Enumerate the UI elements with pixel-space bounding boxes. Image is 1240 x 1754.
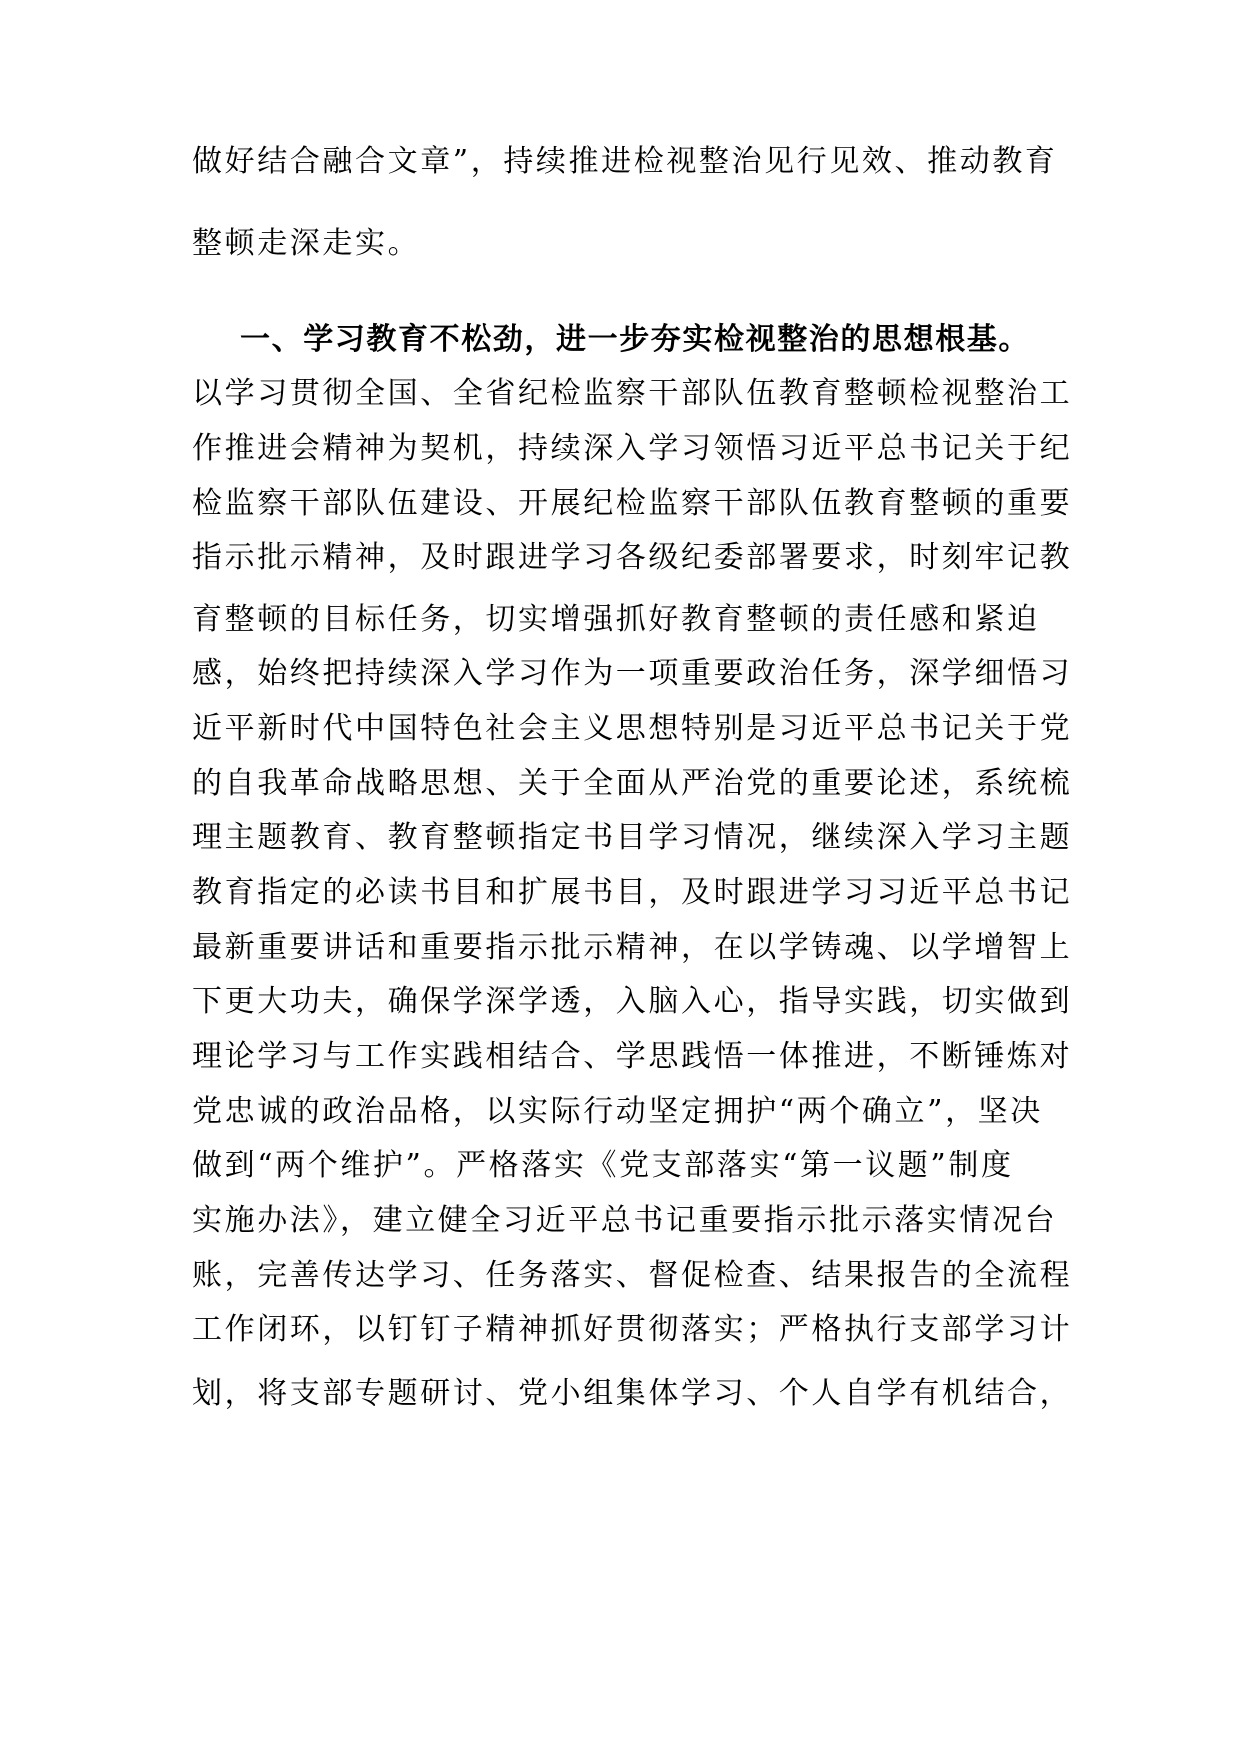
body-line-16: 实施办法》，建立健全习近平总书记重要指示批示落实情况台 xyxy=(192,1203,1058,1238)
body-line-3: 检监察干部队伍建设、开展纪检监察干部队伍教育整顿的重要 xyxy=(192,486,1073,521)
body-line-5: 育整顿的目标任务，切实增强抓好教育整顿的责任感和紧迫 xyxy=(192,602,1040,637)
body-line-4: 指示批示精神，及时跟进学习各级纪委部署要求，时刻牢记教 xyxy=(192,540,1073,575)
intro-line-2: 整顿走深走实。 xyxy=(192,226,421,261)
body-line-17: 账，完善传达学习、任务落实、督促检查、结果报告的全流程 xyxy=(192,1258,1073,1293)
body-line-2: 作推进会精神为契机，持续深入学习领悟习近平总书记关于纪 xyxy=(192,431,1073,466)
body-line-18: 工作闭环，以钉钉子精神抓好贯彻落实；严格执行支部学习计 xyxy=(192,1312,1073,1347)
body-line-9: 理主题教育、教育整顿指定书目学习情况，继续深入学习主题 xyxy=(192,820,1073,855)
body-line-6: 感，始终把持续深入学习作为一项重要政治任务，深学细悟习 xyxy=(192,656,1073,691)
body-line-12: 下更大功夫，确保学深学透，入脑入心，指导实践，切实做到 xyxy=(192,984,1073,1019)
body-line-1: 以学习贯彻全国、全省纪检监察干部队伍教育整顿检视整治工 xyxy=(192,376,1073,411)
body-line-8: 的自我革命战略思想、关于全面从严治党的重要论述，系统梳 xyxy=(192,766,1073,801)
body-line-11: 最新重要讲话和重要指示批示精神，在以学铸魂、以学增智上 xyxy=(192,930,1073,965)
body-line-14: 党忠诚的政治品格，以实际行动坚定拥护“两个确立”，坚决 xyxy=(192,1094,1043,1129)
body-line-7: 近平新时代中国特色社会主义思想特别是习近平总书记关于党 xyxy=(192,711,1073,746)
section-heading: 一、学习教育不松劲，进一步夯实检视整治的思想根基。 xyxy=(240,322,1030,357)
intro-line-1: 做好结合融合文章”，持续推进检视整治见行见效、推动教育 xyxy=(192,144,1058,179)
body-line-15: 做到“两个维护”。严格落实《党支部落实“第一议题”制度 xyxy=(192,1148,1014,1183)
body-line-19: 划，将支部专题研讨、党小组集体学习、个人自学有机结合， xyxy=(192,1376,1073,1411)
body-line-10: 教育指定的必读书目和扩展书目，及时跟进学习习近平总书记 xyxy=(192,875,1073,910)
body-line-13: 理论学习与工作实践相结合、学思践悟一体推进，不断锤炼对 xyxy=(192,1039,1073,1074)
